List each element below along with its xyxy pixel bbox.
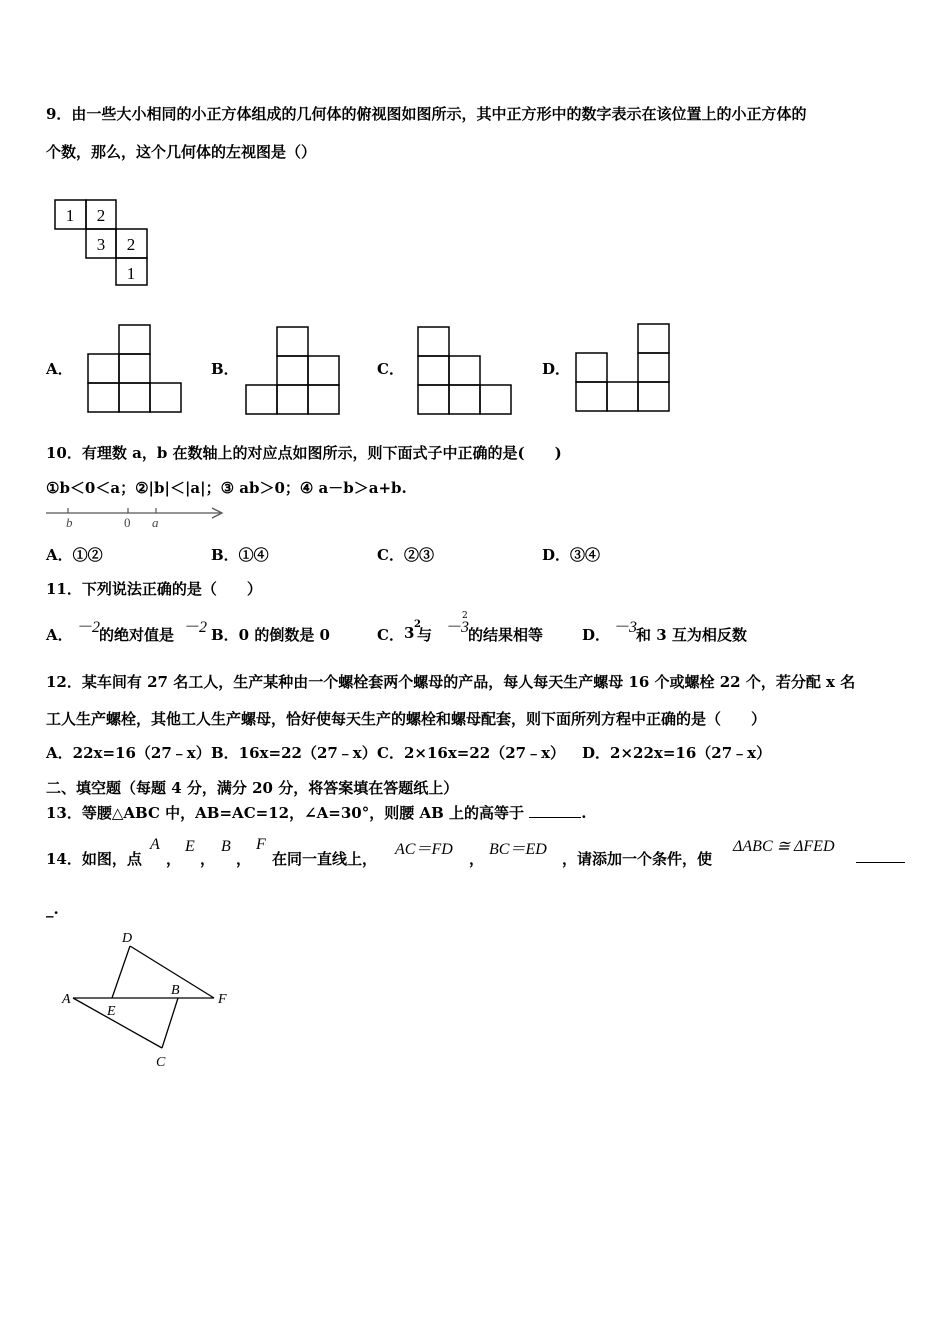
figure-label-f: F	[218, 992, 227, 1007]
q9-option-b-figure[interactable]	[244, 324, 342, 418]
q12-option-b[interactable]: B．16x=22（27﹣x）	[211, 744, 377, 762]
q11-option-a-num2: －2	[183, 619, 208, 636]
q14-sep: ，	[166, 850, 182, 868]
grid-number: 1	[126, 264, 136, 283]
q9-option-c-figure[interactable]	[416, 324, 514, 418]
q14-equation-1: AC＝FD	[395, 841, 453, 858]
q14-condition-text: ，请添加一个条件，使	[562, 850, 713, 868]
q9-option-a-figure[interactable]	[86, 322, 184, 416]
q9-option-b-label[interactable]: B．	[211, 360, 239, 378]
q12-stem-line1: 12．某车间有 27 名工人，生产某种由一个螺栓套两个螺母的产品，每人每天生产螺母 16 个或螺栓 22 个，若分配 x 名	[46, 673, 856, 691]
q11-option-c-base: 3	[404, 624, 415, 642]
q11-option-c-label[interactable]: C．	[377, 626, 404, 644]
q13-answer-blank[interactable]	[529, 803, 581, 818]
q14-blank-tail: _.	[46, 900, 59, 918]
q11-option-d-label[interactable]: D．	[582, 626, 611, 644]
q12-stem-line2: 工人生产螺栓，其他工人生产螺母，恰好使每天生产的螺栓和螺母配套，则下面所列方程中正确的是（ ）	[46, 710, 767, 728]
grid-number: 1	[65, 206, 75, 225]
axis-label-b: b	[66, 515, 73, 530]
q14-triangle-figure	[56, 926, 242, 1074]
axis-label-a: a	[152, 515, 159, 530]
q10-stem: 10．有理数 a，b 在数轴上的对应点如图所示，则下面式子中正确的是( )	[46, 444, 562, 462]
q14-equation-2: BC＝ED	[489, 841, 547, 858]
q12-option-d[interactable]: D．2×22x=16（27﹣x）	[582, 744, 772, 762]
q9-option-d-label[interactable]: D．	[542, 360, 571, 378]
q9-option-c-label[interactable]: C．	[377, 360, 404, 378]
q14-prefix: 14．如图，点	[46, 850, 142, 868]
q10-option-d[interactable]: D．③④	[542, 546, 601, 564]
section-heading: 二、填空题（每题 4 分，满分 20 分，将答案填在答题纸上）	[46, 779, 459, 797]
q14-point-f: F	[256, 836, 266, 853]
q11-option-a-text: 的绝对值是	[99, 626, 175, 644]
q14-point-e: E	[185, 838, 195, 855]
q11-option-d-num: －3	[613, 619, 638, 636]
q11-option-c-text2: 的结果相等	[468, 626, 544, 644]
q11-option-d-text: 和 3 互为相反数	[636, 626, 747, 644]
q10-number-line	[44, 505, 228, 531]
q9-option-a-label[interactable]: A．	[46, 360, 73, 378]
q9-stem-line1: 9．由一些大小相同的小正方体组成的几何体的俯视图如图所示，其中正方形中的数字表示在该位置上的小正方体的	[46, 105, 807, 123]
figure-label-e: E	[107, 1004, 116, 1019]
figure-label-b: B	[171, 983, 180, 998]
q10-option-a[interactable]: A．①②	[46, 546, 103, 564]
q14-sep: ，	[200, 850, 216, 868]
q10-statements: ①b＜0＜a；②|b|＜|a|；③ ab＞0；④ a－b＞a+b.	[46, 479, 407, 497]
q11-option-c-neg: －3	[445, 619, 470, 636]
grid-number: 2	[126, 235, 136, 254]
q11-option-a-label[interactable]: A．	[46, 626, 73, 644]
q11-option-c-text1: 与	[417, 626, 433, 644]
grid-number: 2	[96, 206, 106, 225]
q14-mid-text: 在同一直线上，	[272, 850, 378, 868]
q9-top-view-grid	[50, 195, 150, 287]
q10-option-c[interactable]: C．②③	[377, 546, 434, 564]
q11-option-c-exp: 2	[414, 619, 421, 630]
q11-option-b[interactable]: B．0 的倒数是 0	[211, 626, 330, 644]
q14-point-a: A	[150, 836, 160, 853]
grid-number: 3	[96, 235, 106, 254]
figure-label-c: C	[156, 1055, 166, 1070]
q9-stem-line2: 个数，那么，这个几何体的左视图是（）	[46, 143, 317, 161]
q12-option-c[interactable]: C．2×16x=22（27﹣x）	[377, 744, 566, 762]
q11-stem: 11．下列说法正确的是（ ）	[46, 580, 262, 598]
q13-stem: 13．等腰△ABC 中，AB=AC=12，∠A=30°，则腰 AB 上的高等于 .	[46, 804, 587, 822]
q14-sep: ，	[469, 850, 485, 868]
figure-label-a: A	[62, 992, 71, 1007]
q11-option-c-negexp: 2	[462, 611, 468, 621]
q12-option-a[interactable]: A．22x=16（27﹣x）	[46, 744, 211, 762]
q14-point-b: B	[221, 838, 231, 855]
q11-option-a-num1: －2	[76, 619, 101, 636]
axis-label-zero: 0	[124, 515, 131, 530]
q10-option-b[interactable]: B．①④	[211, 546, 269, 564]
figure-label-d: D	[122, 931, 133, 946]
q14-sep: ，	[236, 850, 252, 868]
q14-answer-blank[interactable]	[856, 848, 905, 863]
q14-congruence: ΔABC ≅ ΔFED	[733, 838, 835, 855]
q9-option-d-figure[interactable]	[574, 321, 672, 415]
